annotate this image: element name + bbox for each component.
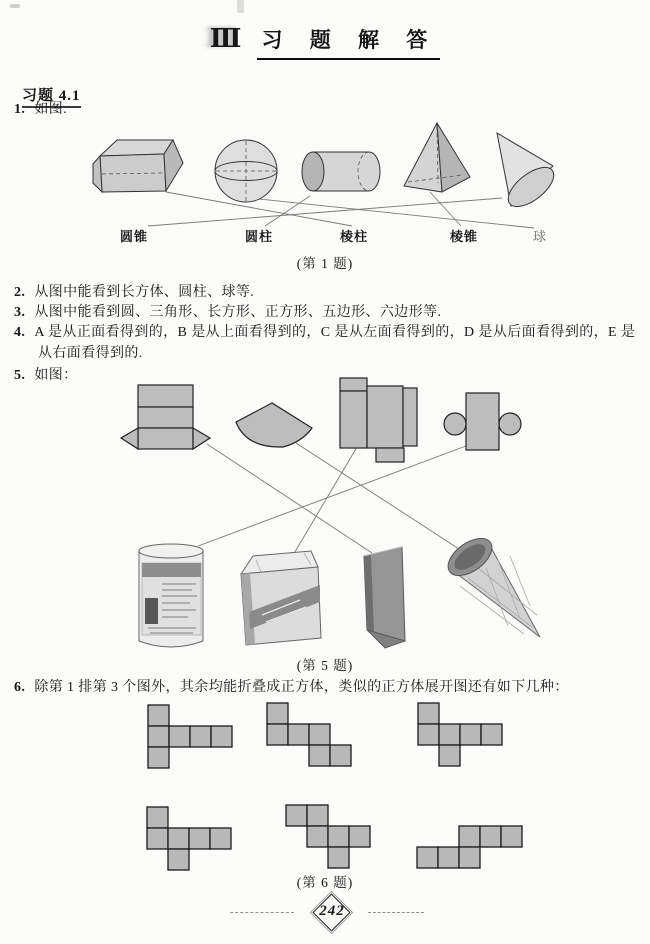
can-object xyxy=(139,544,203,647)
cube-net-cell xyxy=(501,826,522,847)
cube-net-cell xyxy=(286,805,307,826)
cube-net-cell xyxy=(307,826,328,847)
problem-text: 从图中能看到长方体、圆柱、球等. xyxy=(34,285,255,300)
cube-net-cell xyxy=(148,747,169,768)
cube-net-cell xyxy=(460,724,481,745)
shape-label: 棱锥 xyxy=(450,229,479,244)
line-cylindernet-to-can xyxy=(198,446,466,546)
pyramid-solid xyxy=(404,123,470,192)
cube-net-cell xyxy=(328,826,349,847)
exercise-label: 习题 4.1 xyxy=(22,84,81,108)
cube-net-cell xyxy=(210,828,231,849)
cube-net-cell xyxy=(330,745,351,766)
sphere-solid xyxy=(215,140,277,202)
problem-number: 3. xyxy=(14,305,26,320)
section-numeral: Ⅲ xyxy=(209,24,242,53)
page-number: 242 xyxy=(319,903,345,919)
figure1-caption: (第 1 题) xyxy=(296,256,354,271)
figure5-caption: (第 5 题) xyxy=(296,658,354,673)
cube-net-cell xyxy=(148,705,169,726)
line-prismnet-to-prism xyxy=(207,444,372,553)
line-cone-to-yuanzhui xyxy=(148,198,502,226)
problem-text: A 是从正面看得到的，B 是从上面看得到的，C 是从左面看得到的，D 是从后面看得到的，E 是 xyxy=(34,325,636,340)
problem-text: 如图： xyxy=(34,368,78,383)
cube-net-cell xyxy=(148,726,169,747)
section-title: 习 题 解 答 xyxy=(257,30,440,60)
problem-4-continued: 从右面看得到的. xyxy=(38,346,143,361)
cube-net-cell xyxy=(147,807,168,828)
cube-net-2 xyxy=(267,703,351,766)
problem-text: 从图中能看到圆、三角形、长方形、正方形、五边形、六边形等. xyxy=(34,305,442,320)
problem-number: 1. xyxy=(14,102,26,117)
cube-net-cell xyxy=(288,724,309,745)
cube-net-cell xyxy=(417,847,438,868)
cube-net-cell xyxy=(147,828,168,849)
cube-net-cell xyxy=(307,805,328,826)
cube-net-cell xyxy=(168,828,189,849)
cube-net-cell xyxy=(267,703,288,724)
cube-net-cell xyxy=(439,724,460,745)
carton-box-object xyxy=(241,551,321,645)
page-footer xyxy=(0,898,650,932)
figure6-cube-nets xyxy=(147,703,522,870)
cube-net-cell xyxy=(481,724,502,745)
shape-label: 圆锥 xyxy=(120,229,149,244)
problem-number: 4. xyxy=(14,325,26,340)
cube-net-cell xyxy=(349,826,370,847)
problem-number: 6. xyxy=(14,680,26,695)
cube-net-5 xyxy=(286,805,370,868)
cuboid-net xyxy=(340,378,417,462)
cube-net-cell xyxy=(459,826,480,847)
problem-text: 如图. xyxy=(34,102,68,117)
shape-label: 棱柱 xyxy=(340,229,369,244)
triangular-prism-object xyxy=(364,547,405,648)
prism-solid xyxy=(93,140,183,192)
footer-dash-right xyxy=(368,912,424,913)
cube-net-cell xyxy=(418,703,439,724)
cube-net-cell xyxy=(189,828,210,849)
cone-solid xyxy=(497,133,560,214)
cube-net-1 xyxy=(148,705,232,768)
footer-dash-left xyxy=(230,912,294,913)
cube-net-3 xyxy=(418,703,502,766)
cube-net-cell xyxy=(459,847,480,868)
shape-label: 圆柱 xyxy=(245,229,274,244)
figure1-match-lines xyxy=(148,192,534,228)
cone-sector-net xyxy=(236,403,312,447)
problem-number: 5. xyxy=(14,368,26,383)
line-sphere-to-qiu xyxy=(250,198,534,228)
cube-net-6 xyxy=(417,826,522,868)
problem-number: 2. xyxy=(14,285,26,300)
cube-net-cell xyxy=(328,847,349,868)
cube-net-cell xyxy=(438,847,459,868)
cylinder-net xyxy=(444,393,521,450)
cube-net-cell xyxy=(309,745,330,766)
cube-net-cell xyxy=(439,745,460,766)
cube-net-cell xyxy=(168,849,189,870)
cube-net-cell xyxy=(267,724,288,745)
cube-net-cell xyxy=(418,724,439,745)
cube-net-cell xyxy=(309,724,330,745)
cube-net-4 xyxy=(147,807,231,870)
cube-net-cell xyxy=(480,826,501,847)
figure6-caption: (第 6 题) xyxy=(296,875,354,890)
problem-text: 除第 1 排第 3 个图外，其余均能折叠成正方体，类似的正方体展开图还有如下几种： xyxy=(34,680,569,695)
cube-net-cell xyxy=(190,726,211,747)
triangular-prism-net xyxy=(121,385,210,449)
line-pyramid-to-lengzhui xyxy=(430,192,461,226)
cube-net-cell xyxy=(169,726,190,747)
shape-label: 球 xyxy=(533,229,548,244)
cylinder-solid xyxy=(302,152,380,191)
figure5-match-lines xyxy=(198,443,466,562)
cube-net-cell xyxy=(211,726,232,747)
